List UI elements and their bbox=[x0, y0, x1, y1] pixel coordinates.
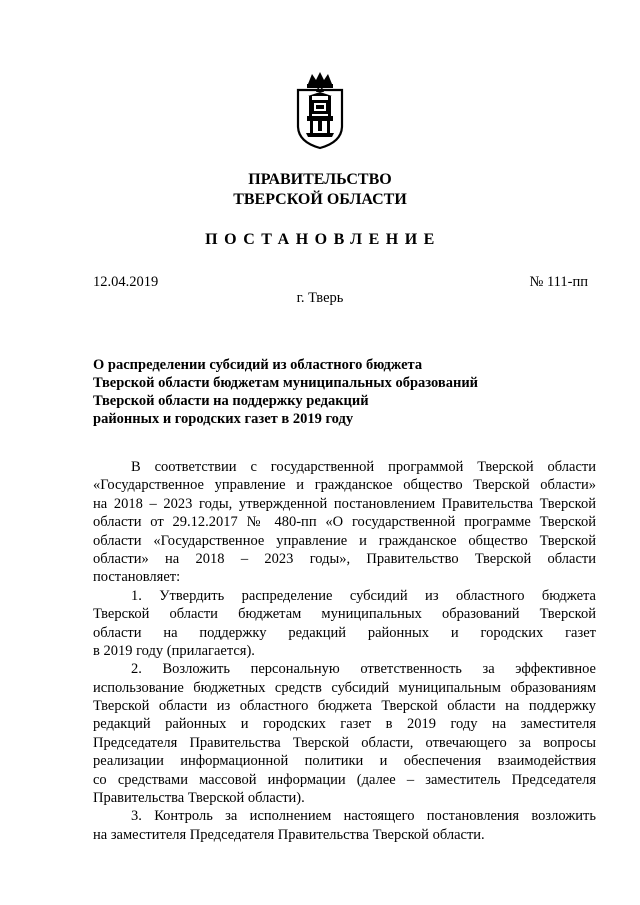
body-line: Председателя Правительства Тверской области, отвечающего за вопросы bbox=[93, 734, 596, 751]
government-title-line2: ТВЕРСКОЙ ОБЛАСТИ bbox=[233, 191, 407, 208]
body-line: области на поддержку редакций районных и городских газет bbox=[93, 624, 596, 641]
document-type: ПОСТАНОВЛЕНИЕ bbox=[205, 231, 441, 248]
body-line: области «Государственное управление и гражданское общество Тверской bbox=[93, 532, 596, 549]
body-line: области от 29.12.2017 № 480-пп «О государственной программе Тверской bbox=[93, 514, 596, 531]
body-line: редакций районных и городских газет в 2019 году на заместителя bbox=[93, 716, 596, 733]
body-line: со средствами массовой информации (далее – заместитель Председателя bbox=[93, 771, 596, 788]
document-date: 12.04.2019 bbox=[93, 274, 159, 290]
body-line: Правительства Тверской области). bbox=[93, 790, 305, 807]
body-line: 3. Контроль за исполнением настоящего постановления возложить bbox=[131, 808, 596, 825]
body-line: Тверской области из областного бюджета Тверской области на поддержку bbox=[93, 698, 596, 715]
document-city: г. Тверь bbox=[296, 290, 344, 306]
body-line: в 2019 году (прилагается). bbox=[93, 642, 255, 659]
body-line: Тверской области бюджетам муниципальных образований Тверской bbox=[93, 606, 596, 623]
body-line: на 2018 – 2023 годы, утвержденной постановлением Правительства Тверской bbox=[93, 495, 596, 512]
body-line: области» на 2018 – 2023 годы», Правительство Тверской области bbox=[93, 550, 596, 567]
document-number: № 111-пп bbox=[529, 274, 588, 290]
body-line: 1. Утвердить распределение субсидий из областного бюджета bbox=[131, 587, 596, 604]
body-line: использование бюджетных средств субсидий муниципальным образованиям bbox=[93, 679, 596, 696]
body-line: реализации информационной политики и обеспечения взаимодействия bbox=[93, 753, 596, 770]
government-title-line1: ПРАВИТЕЛЬСТВО bbox=[248, 171, 392, 188]
tver-coat-of-arms-icon bbox=[294, 70, 346, 150]
document-subject bbox=[93, 356, 553, 428]
document-body bbox=[93, 458, 596, 844]
body-line: постановляет: bbox=[93, 569, 181, 586]
body-line: «Государственное управление и гражданское общество Тверской области» bbox=[93, 477, 596, 494]
subject-line: районных и городских газет в 2019 году bbox=[93, 411, 354, 427]
body-line: 2. Возложить персональную ответственность за эффективное bbox=[131, 661, 596, 678]
body-line: на заместителя Председателя Правительства Тверской области. bbox=[93, 826, 485, 843]
subject-line: Тверской области бюджетам муниципальных образований bbox=[93, 375, 479, 391]
body-line: В соответствии с государственной программой Тверской области bbox=[131, 459, 596, 475]
subject-line: О распределении субсидий из областного бюджета bbox=[93, 357, 423, 373]
subject-line: Тверской области на поддержку редакций bbox=[93, 393, 369, 409]
